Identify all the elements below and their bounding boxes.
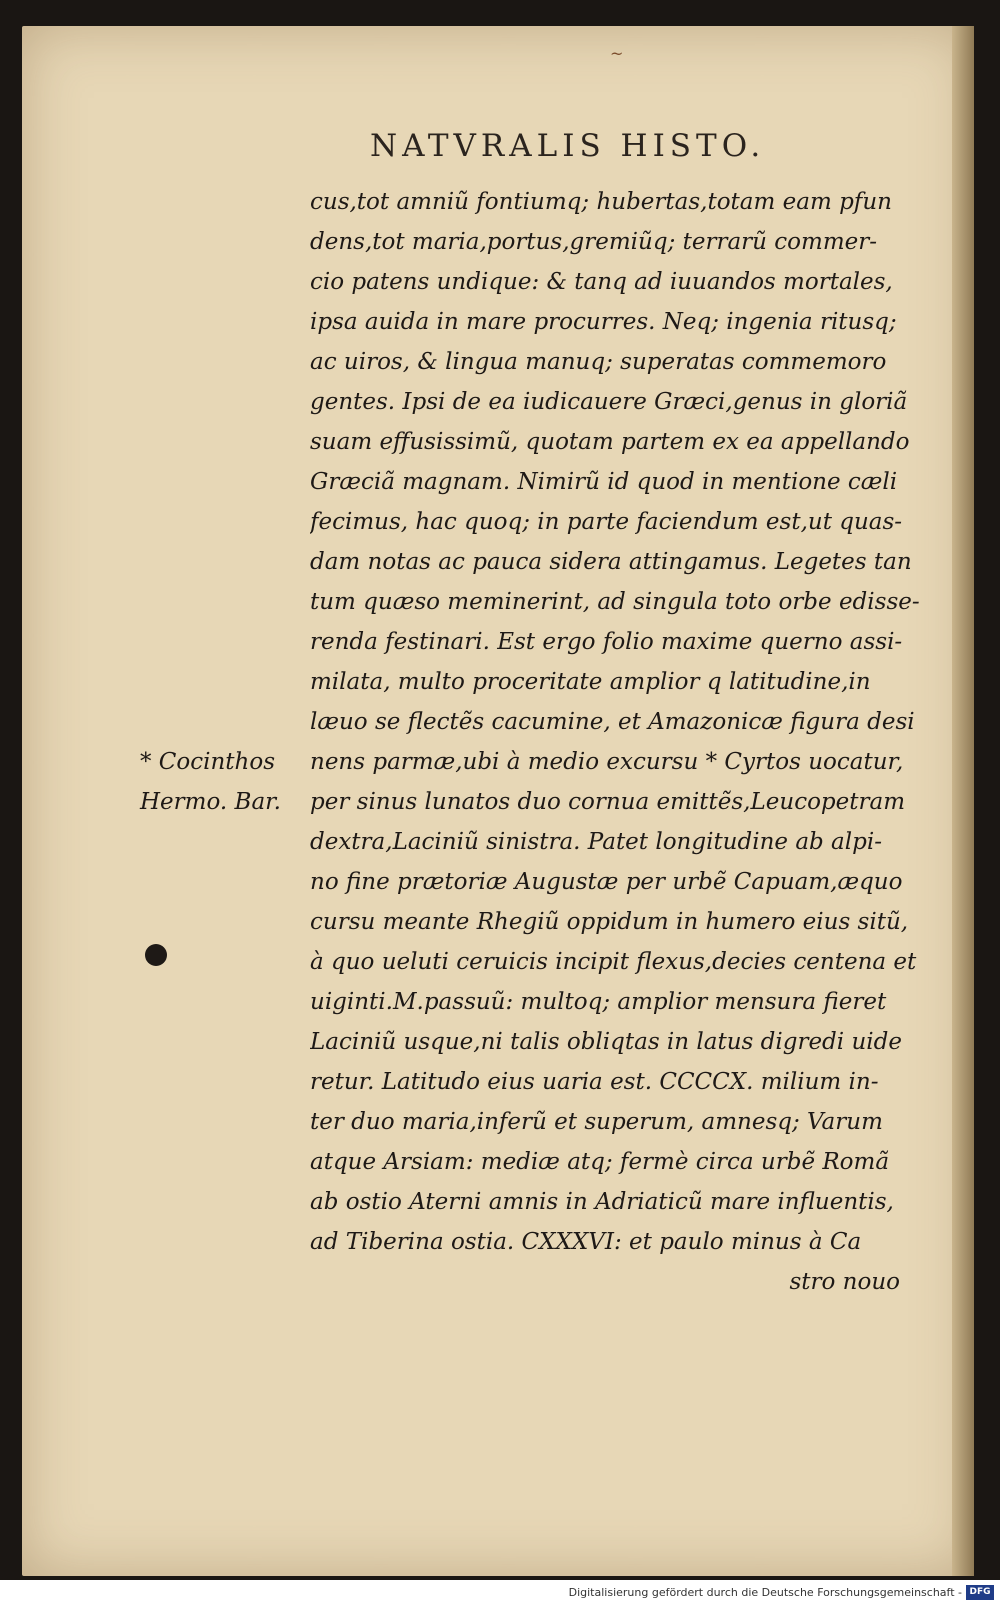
text-line: no fine prætoriæ Augustæ per urbẽ Capuam,æquo bbox=[310, 869, 903, 895]
text-line: dextra,Laciniũ sinistra. Patet longitudine ab alpi- bbox=[310, 829, 882, 855]
text-line: per sinus lunatos duo cornua emittẽs,Leucopetram bbox=[310, 789, 906, 815]
text-line: tum quæso meminerint, ad singula toto orbe edisse- bbox=[310, 589, 920, 615]
ink-dot bbox=[145, 944, 167, 966]
text-line: læuo se flectẽs cacumine, et Amazonicæ figura desi bbox=[310, 709, 915, 735]
text-line: dens,tot maria,portus,gremiũq; terrarũ commer- bbox=[310, 229, 878, 255]
text-line: cio patens undique: & tanq ad iuuandos mortales, bbox=[310, 269, 893, 295]
text-line: cursu meante Rhegiũ oppidum in humero eius sitũ, bbox=[310, 909, 909, 935]
text-line: uiginti.M.passuũ: multoq; amplior mensura fieret bbox=[310, 989, 887, 1015]
text-line: Laciniũ usque,ni talis obliqtas in latus digredi uide bbox=[310, 1029, 902, 1055]
text-line: ipsa auida in mare procurres. Neq; ingenia ritusq; bbox=[310, 309, 897, 335]
text-line: ter duo maria,inferũ et superum, amnesq; Varum bbox=[310, 1109, 883, 1135]
marginal-note-line: * Cocinthos bbox=[140, 749, 276, 775]
text-line: nens parmæ,ubi à medio excursu * Cyrtos uocatur, bbox=[310, 749, 904, 775]
text-line: atque Arsiam: mediæ atq; fermè circa urbẽ Romã bbox=[310, 1149, 890, 1175]
running-header: NATVRALIS HISTO. bbox=[370, 128, 766, 164]
text-line: retur. Latitudo eius uaria est. CCCCX. milium in- bbox=[310, 1069, 879, 1095]
funding-credit: Digitalisierung gefördert durch die Deutsche Forschungsgemeinschaft - bbox=[568, 1586, 962, 1599]
text-line: cus,tot amniũ fontiumq; hubertas,totam eam pfun bbox=[310, 189, 892, 215]
body-text bbox=[310, 182, 950, 1302]
text-line: milata, multo proceritate amplior q latitudine,in bbox=[310, 669, 871, 695]
footer-bar bbox=[0, 1582, 1000, 1604]
text-line: renda festinari. Est ergo folio maxime querno assi- bbox=[310, 629, 903, 655]
catchword: stro nouo bbox=[789, 1269, 900, 1295]
text-line: fecimus, hac quoq; in parte faciendum est,ut quas- bbox=[310, 509, 903, 535]
text-line: ac uiros, & lingua manuq; superatas commemoro bbox=[310, 349, 887, 375]
dfg-logo: DFG bbox=[966, 1585, 994, 1600]
text-line: ab ostio Aterni amnis in Adriaticũ mare influentis, bbox=[310, 1189, 894, 1215]
page-gutter bbox=[952, 26, 974, 1576]
ink-mark: ~ bbox=[610, 44, 624, 63]
text-line: dam notas ac pauca sidera attingamus. Legetes tan bbox=[310, 549, 912, 575]
text-line: Græciã magnam. Nimirũ id quod in mentione cæli bbox=[310, 469, 898, 495]
text-line: suam effusissimũ, quotam partem ex ea appellando bbox=[310, 429, 910, 455]
text-line: gentes. Ipsi de ea iudicauere Græci,genus in gloriã bbox=[310, 389, 908, 415]
marginal-note bbox=[140, 742, 310, 822]
text-line: ad Tiberina ostia. CXXXVI: et paulo minus à Ca bbox=[310, 1229, 862, 1255]
marginal-note-line: Hermo. Bar. bbox=[140, 789, 281, 815]
text-line: à quo ueluti ceruicis incipit flexus,decies centena et bbox=[310, 949, 917, 975]
